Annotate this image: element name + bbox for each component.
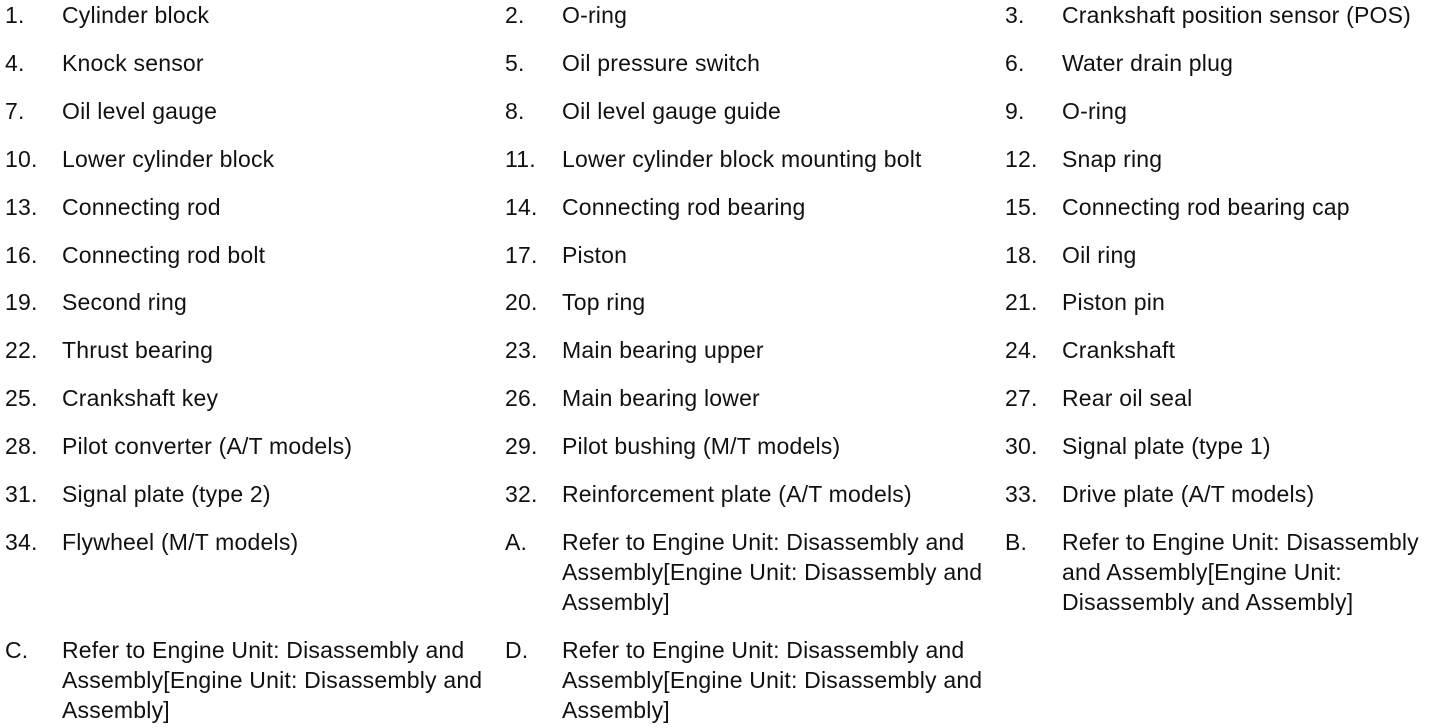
legend-item-label: Oil pressure switch [562, 50, 761, 76]
legend-item-number: 27. [1005, 385, 1038, 411]
legend-item-label: Drive plate (A/T models) [1062, 481, 1315, 507]
legend-item-number: 12. [1005, 146, 1038, 172]
legend-item-number: 33. [1005, 481, 1038, 507]
legend-item-number: 11. [505, 146, 536, 172]
legend-item-label: Pilot converter (A/T models) [62, 433, 353, 459]
legend-item-number: 19. [5, 289, 38, 315]
legend-item-number: D. [505, 637, 529, 663]
legend-item-number: 3. [1005, 2, 1025, 28]
legend-row [5, 0, 1455, 30]
legend-row [5, 635, 1455, 725]
legend-row [5, 527, 1455, 617]
legend-item-label: Refer to Engine Unit: Disassembly and Assembly[Engine Unit: Disassembly and Assembly] [562, 637, 983, 723]
legend-item-label: Crankshaft [1062, 337, 1176, 363]
legend-item-label: Connecting rod bearing cap [1062, 194, 1350, 220]
legend-item-label: Signal plate (type 1) [1062, 433, 1271, 459]
legend-item-label: Piston pin [1062, 289, 1166, 315]
legend-item-number: 2. [505, 2, 525, 28]
legend-row [5, 335, 1455, 365]
legend-item-label: Snap ring [1062, 146, 1163, 172]
legend-item-label: Crankshaft key [62, 385, 219, 411]
legend-item-number: 25. [5, 385, 38, 411]
legend-item-label: Flywheel (M/T models) [62, 529, 299, 555]
legend-item-label: Connecting rod [62, 194, 221, 220]
legend-row [5, 240, 1455, 270]
legend-item-number: 30. [1005, 433, 1038, 459]
legend-item-label: Oil level gauge [62, 98, 218, 124]
legend-item-number: 8. [505, 98, 525, 124]
legend-item-number: 32. [505, 481, 538, 507]
legend-item-number: 24. [1005, 337, 1038, 363]
legend-item-number: 16. [5, 242, 38, 268]
legend-item-number: 22. [5, 337, 38, 363]
legend-item-label: Main bearing upper [562, 337, 764, 363]
legend-item-number: 21. [1005, 289, 1038, 315]
legend-item-label: Thrust bearing [62, 337, 214, 363]
legend-row [5, 383, 1455, 413]
legend-item-number: 10. [5, 146, 38, 172]
legend-item-number: 23. [505, 337, 538, 363]
legend-item-label: Refer to Engine Unit: Disassembly and Assembly[Engine Unit: Disassembly and Assembly] [62, 637, 483, 723]
legend-item-label: Second ring [62, 289, 187, 315]
legend-item-label: Refer to Engine Unit: Disassembly and Assembly[Engine Unit: Disassembly and Assembly] [562, 529, 983, 615]
legend-item-number: 5. [505, 50, 525, 76]
legend-item-label: Signal plate (type 2) [62, 481, 271, 507]
legend-item-label: Lower cylinder block mounting bolt [562, 146, 922, 172]
legend-item-number: 29. [505, 433, 538, 459]
legend-item-number: 17. [505, 242, 538, 268]
legend-item-label: Refer to Engine Unit: Disassembly and Assembly[Engine Unit: Disassembly and Assembly] [1062, 529, 1419, 615]
legend-item-number: 15. [1005, 194, 1038, 220]
legend-row [5, 479, 1455, 509]
legend-row [5, 431, 1455, 461]
legend-item-label: O-ring [1062, 98, 1128, 124]
legend-item-number: 18. [1005, 242, 1038, 268]
legend-item-label: O-ring [562, 2, 628, 28]
legend-row [5, 144, 1455, 174]
legend-item-label: Oil level gauge guide [562, 98, 782, 124]
legend-item-number: 9. [1005, 98, 1025, 124]
legend-item-number: 31. [5, 481, 38, 507]
legend-item-number: A. [505, 529, 528, 555]
legend-item-label: Rear oil seal [1062, 385, 1193, 411]
legend-item-label: Reinforcement plate (A/T models) [562, 481, 912, 507]
legend-item-number: 20. [505, 289, 538, 315]
legend-item-label: Connecting rod bearing [562, 194, 806, 220]
legend-item-number: 6. [1005, 50, 1025, 76]
legend-item-number: B. [1005, 529, 1028, 555]
legend-item-number: 4. [5, 50, 25, 76]
legend-item-number: 28. [5, 433, 38, 459]
legend-item-label: Knock sensor [62, 50, 204, 76]
legend-item-label: Pilot bushing (M/T models) [562, 433, 841, 459]
legend-item-number: 14. [505, 194, 538, 220]
legend-item-number: 1. [5, 2, 25, 28]
legend-item-number: 7. [5, 98, 25, 124]
legend-item-number: 26. [505, 385, 538, 411]
legend-row [5, 48, 1455, 78]
legend-item-label: Crankshaft position sensor (POS) [1062, 2, 1411, 28]
legend-item-label: Oil ring [1062, 242, 1137, 268]
legend-row [5, 192, 1455, 222]
legend-item-label: Lower cylinder block [62, 146, 275, 172]
legend-item-label: Main bearing lower [562, 385, 760, 411]
legend-row [5, 96, 1455, 126]
legend-row [5, 287, 1455, 317]
legend-item-number: C. [5, 637, 29, 663]
legend-item-label: Connecting rod bolt [62, 242, 266, 268]
legend-item-number: 34. [5, 529, 38, 555]
legend-item-number: 13. [5, 194, 38, 220]
legend-item-label: Cylinder block [62, 2, 210, 28]
legend-item-label: Piston [562, 242, 628, 268]
legend-item-label: Top ring [562, 289, 646, 315]
legend-item-label: Water drain plug [1062, 50, 1234, 76]
